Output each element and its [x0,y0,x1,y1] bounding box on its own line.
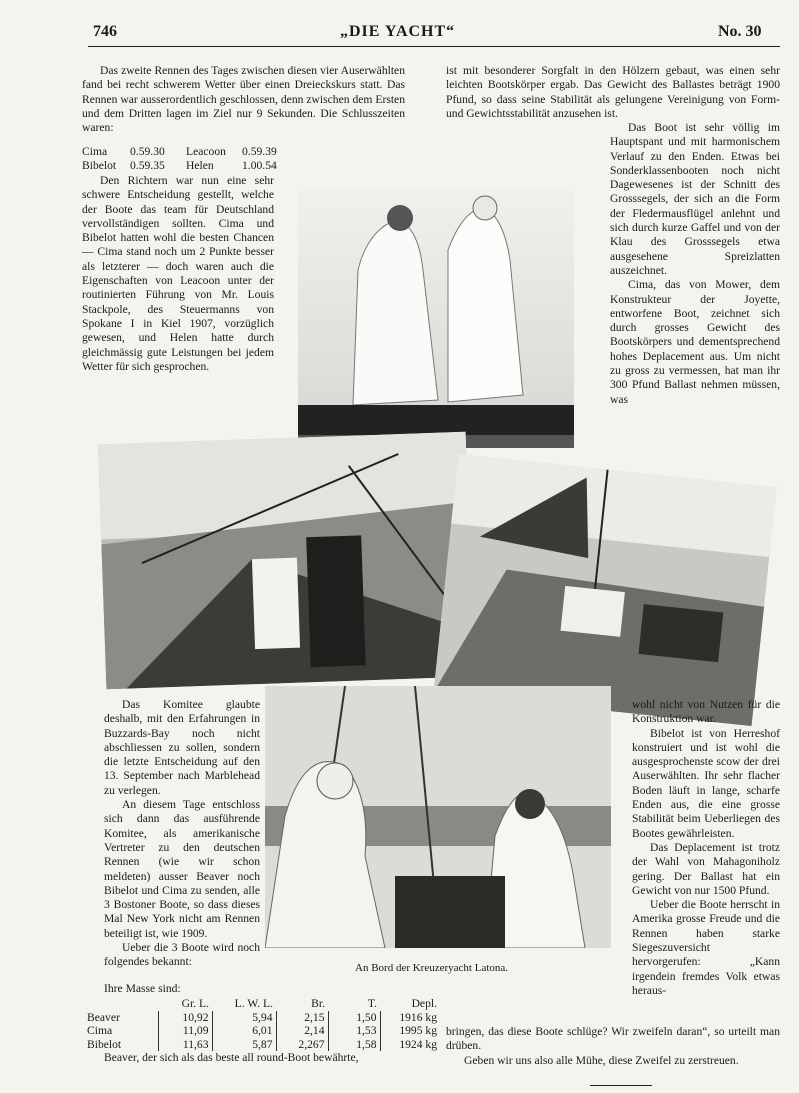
table-row: Bibelot 11,63 5,87 2,267 1,58 1924 kg [84,1038,440,1052]
paragraph: ist mit besonderer Sorgfalt in den Hölzern gebaut, was einen sehr leichten Bootskörper ergab. Das Gewicht des Ballastes beträgt 1900 Pfund, so dass seine Stabilität als gelungene Vereinigung von Form- und Gewichtsstabilität anzusehen ist. [446,64,780,120]
paragraph: An diesem Tage entschloss sich dann das ausführende Komitee, als amerikanische Vertreter zu den deutschen Rennen (wie wir schon meldeten) ausser Beaver noch Bibelot und Cima zu senden, alle 3 Bostoner Boote, so dass dieses Mal New York nicht am Rennen beteiligt ist, wie 1909. [104,798,260,940]
paragraph: Geben wir uns also alle Mühe, diese Zweifel zu zerstreuen. [464,1053,739,1067]
paragraph: Ueber die Boote herrscht in Amerika grosse Freude und die Rennen haben starke Siegeszuversicht hervorgerufen: „Kann irgendein fremdes Volk etwas heraus- [632,898,780,997]
article-col2-top [446,64,780,121]
journal-title: „DIE YACHT“ [340,23,456,40]
table-row: Cima 11,09 6,01 2,14 1,53 1995 kg [84,1024,440,1038]
finish-times [82,145,292,172]
photo-deck-left [98,432,474,690]
paragraph: Bibelot ist von Herreshof konstruiert und ist wohl die ausgesprochenste scow der drei Auserwählten. Ihr sehr flacher Boden läuft in lange, scharfe Enden aus, die eine grosse Stabilität beim Ueberliegen des Bootes gewährleisten. [632,726,780,840]
table-header-row: Gr. L. L. W. L. Br. T. Depl. [181,997,437,1010]
paragraph: wohl nicht von Nutzen für die Konstruktion war. [632,698,780,726]
end-rule [590,1085,652,1086]
paragraph: Das Deplacement ist trotz der Wahl von Mahagoniholz gering. Der Ballast hat ein Gewicht von nur 1500 Pfund. [632,840,780,897]
paragraph: Das Boot ist sehr völlig im Hauptspant und mit harmonischem Verlauf zu den Enden. Etwas bei Sonderklassenbooten noch nicht Dagewesenes ist der Schnitt des Grosssegels, der sich an die Form der Fledermausflügel anlehnt und sich durch kurze Gaffel und von der Klau des Grosssegels etwa ausgesehene Spreizlatten auszeichnet. [610,121,780,277]
article-last-line: Beaver, der sich als das beste all round-Boot bewährte, [104,1051,359,1064]
photo-two-women [298,190,574,448]
table-intro: Ihre Masse sind: [104,982,181,995]
article-col1-top-2 [82,174,274,374]
issue-number: No. 30 [718,23,762,40]
paragraph: Das zweite Rennen des Tages zwischen diesen vier Auserwählten fand bei recht schwerem Wetter über einen Dreieckskurs statt. Das Rennen war ausserordentlich geschlossen, denn zwischen dem Ersten und dem Dritten lagen im Ziel nur 9 Sekunden. Die Schlusszeiten waren: [82,64,405,135]
paragraph: Cima, das von Mower, dem Konstrukteur der Joyette, entworfene Boot, zeichnet sich durch grosses Gewicht des Bootskörpers und dementsprechend hohes Deplacement aus. Um nicht zu gross zu vermessen, hat man ihr 300 Pfund Ballast nehmen müssen, was [610,278,780,406]
times-row: Bibelot 0.59.35 Helen 1.00.54 [82,158,277,172]
article-col2-end [446,1025,780,1068]
article-col1-top [82,64,405,135]
paragraph: bringen, das diese Boote schlüge? Wir zweifeln daran“, so urteilt man drüben. [446,1025,780,1053]
article-col2-bottom [632,698,780,998]
photo-women-on-deck [265,686,611,948]
paragraph: Das Komitee glaubte deshalb, mit den Erfahrungen in Buzzards-Bay noch nicht abschliessen zu sollen, sondern die letzte Entscheidung auf den 13. September nach Marblehead zu verlegen. [104,698,260,797]
header-rule [88,46,780,47]
times-row: Cima 0.59.30 Leacoon 0.59.39 [82,145,277,158]
measurements-table [84,997,440,1051]
paragraph: Ueber die 3 Boote wird noch folgendes bekannt: [104,941,260,969]
table-row: Beaver 10,92 5,94 2,15 1,50 1916 kg [84,1011,440,1025]
paragraph: Den Richtern war nun eine sehr schwere Entscheidung gestellt, welche der Boote das team für Deutschland vervollständigen sollten. Cima und Bibelot hatten wohl die besten Chancen — Cima stand noch um 2 Punkte besser als letzterer — doch waren auch die Eigenschaften von Leacoon unter der routinierten Führung von Mr. Louis Stackpole, des Steuermanns von Spokane I in Kiel 1907, vorzüglich gewesen, und Helen hatte durch gleichmässig gute Leistungen bei jedem Wetter für sich gesprochen. [82,174,274,373]
photo-caption: An Bord der Kreuzeryacht Latona. [355,962,509,974]
article-col1-bottom [104,698,260,970]
page-number: 746 [93,23,117,40]
article-col2-narrow [610,121,780,407]
